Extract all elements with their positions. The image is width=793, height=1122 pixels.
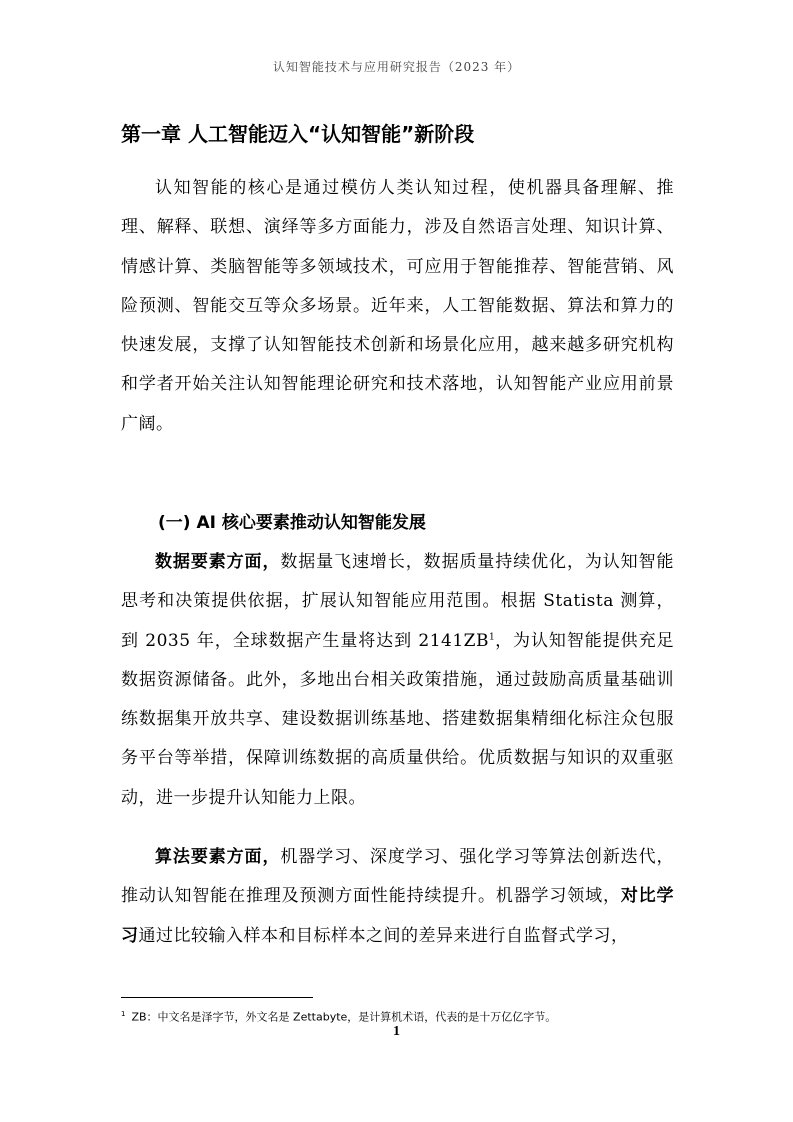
page-number: 1 — [393, 1024, 400, 1039]
data-element-text-b: ，为认知智能提供充足数据资源储备。此外，多地出台相关政策措施，通过鼓励高质量基础训练数据集开放共享、建设数据训练基地、搭建数据集精细化标注众包服务平台等举措，保障训练数据的高质量供给。优质数据与知识的双重驱动，进一步提升认知能力上限。 — [121, 630, 675, 808]
contrastive-learning-term: 对比学习 — [121, 886, 675, 946]
data-element-paragraph — [121, 543, 674, 818]
footnote-reference[interactable]: 1 — [488, 631, 495, 642]
intro-paragraph: 认知智能的核心是通过模仿人类认知过程，使机器具备理解、推理、解释、联想、演绎等多方面能力，涉及自然语言处理、知识计算、情感计算、类脑智能等多领域技术，可应用于智能推荐、智能营销、风险预测、智能交互等众多场景。近年来，人工智能数据、算法和算力的快速发展，支撑了认知智能技术创新和场景化应用，越来越多研究机构和学者开始关注认知智能理论研究和技术落地，认知智能产业应用前景广阔。 — [121, 178, 674, 434]
footnote-text: ZB：中文名是泽字节，外文名是 Zettabyte，是计算机术语，代表的是十万亿亿字节。 — [131, 1010, 557, 1024]
data-element-lead: 数据要素方面， — [155, 552, 281, 572]
chapter-title: 第一章 人工智能迈入“认知智能”新阶段 — [121, 122, 475, 146]
footnote — [121, 1006, 681, 1026]
running-header: 认知智能技术与应用研究报告（2023 年） — [272, 60, 521, 74]
algorithm-element-lead: 算法要素方面， — [155, 847, 281, 867]
data-element-text-a: 数据量飞速增长，数据质量持续优化，为认知智能思考和决策提供依据，扩展认知智能应用范围。根据 Statista 测算，到 2035 年，全球数据产生量将达到 2141ZB — [121, 552, 674, 651]
footnote-divider — [121, 997, 313, 998]
footnote-mark: 1 — [121, 1010, 126, 1018]
section-title: (一) AI 核心要素推动认知智能发展 — [158, 513, 426, 533]
algorithm-element-paragraph — [121, 838, 674, 956]
algorithm-element-text-b: 通过比较输入样本和目标样本之间的差异来进行自监督式学习， — [138, 925, 629, 946]
algorithm-element-text-a: 机器学习、深度学习、强化学习等算法创新迭代，推动认知智能在推理及预测方面性能持续提升。机器学习领域， — [121, 847, 674, 907]
